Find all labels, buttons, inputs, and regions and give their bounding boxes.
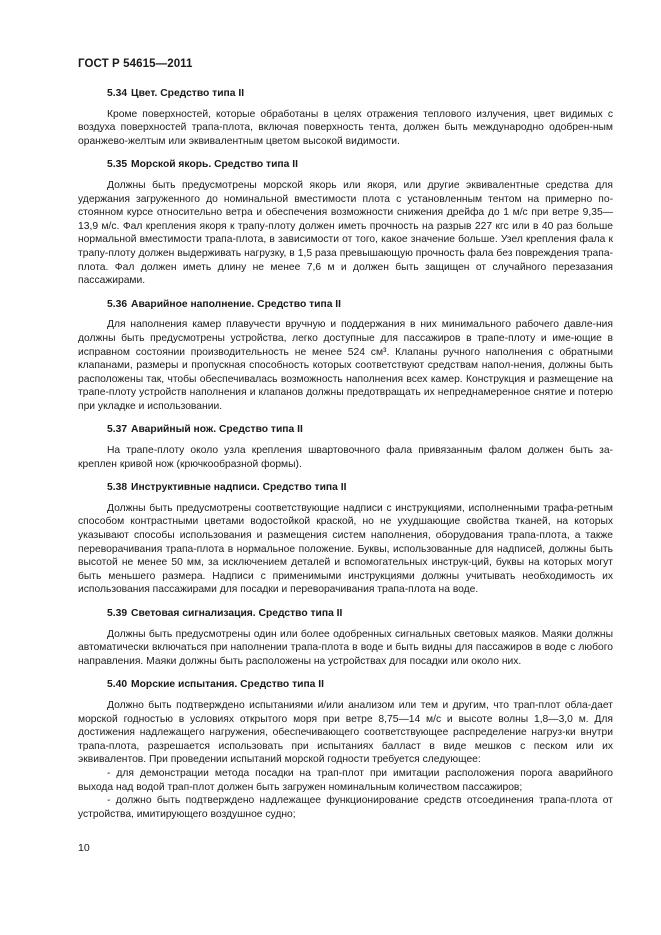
section-title (78, 607, 613, 621)
document-body (78, 87, 613, 831)
section-title-text: Морские испытания. Средство типа II (131, 679, 324, 691)
section-paragraph: - должно быть подтверждено надлежащее функционирование средств отсоединения трапа-плота от устройства, имитирующего воздушное судно; (78, 795, 613, 820)
section-paragraph: - для демонстрации метода посадки на трап-плот при имитации расположения порога аварийного выхода над водой трап-плот должен быть загружен номинальным количеством пассажиров; (78, 767, 613, 793)
section-paragraph: Должны быть предусмотрены морской якорь или якоря, или другие эквивалентные средства для удержания загруженного до номинальной вместимости плота с установленным тентом на примерно по-стоянном курсе относительно ветра и обеспечения возможности снижения дрейфа до 1 м/с при ветре 9,35—13,9 м/с. Фал крепления якоря к трапу-плоту должен иметь прочность на разрыв 227 кгс или в 40 раз больше нормальной вместимости трапа-плота, в зависимости от того, какое значение больше. Узел крепления фала к трапу-плоту должен выдерживать нагрузку, в 1,5 раза превышающую прочность фала без повреждения трапа-плота. Фал должен иметь длину не менее 7,6 м и должен быть защищен от случайного перезазания пассажирами. (78, 179, 613, 287)
section-title (78, 423, 613, 437)
section-number: 5.38 (107, 482, 128, 494)
section-number: 5.37 (107, 424, 128, 436)
section-number: 5.34 (107, 88, 128, 99)
section-title (78, 481, 613, 495)
section-number: 5.36 (107, 298, 128, 310)
section-number: 5.40 (107, 679, 128, 691)
document-header: ГОСТ Р 54615—2011 (78, 58, 193, 70)
section-paragraph: Должны быть предусмотрены один или более одобренных сигнальных световых маяков. Маяки должны автоматически включаться при наполнении трапа-плота в воде и быть видны для пассажиров в воде с любого направления. Маяки должны быть расположены на устройствах для посадки или около них. (78, 628, 613, 667)
section-paragraph: Для наполнения камер плавучести вручную и поддержания в них минимального рабочего давле-ния должны быть предусмотрены устройства, легко доступные для пассажиров в трапе-плоту и име-ющие в исправном состоянии производительность не менее 524 см³. Клапаны ручного наполнения с обратными клапанами, размеры и пропускная способность которых соответствуют средствам напол-нения, должны быть расположены так, чтобы обеспечивалась возможность наполнения всех камер. Конструкция и размещение на трапе-плоту устройств наполнения и клапанов должны предотвращать их непреднамеренное снятие и потерю при укладке и использовании. (78, 319, 613, 412)
section-title (78, 87, 613, 101)
section-title (78, 298, 613, 312)
section-paragraph: На трапе-плоту около узла крепления швартовочного фала привязанным фалом должен быть за-креплен кривой нож (крючкообразной формы). (78, 445, 613, 470)
section-title-text: Световая сигнализация. Средство типа II (131, 608, 343, 619)
section-paragraph: Должны быть предусмотрены соответствующие надписи с инструкциями, исполненными трафа-ретным способом контрастными цветами водостойкой краской, но не ухудшающие свойства тканей, на которых указывают способы использования и размещения систем наполнения, оборудования трапа-плота, а также переворачивания трапа-плота в нормальное положение. Буквы, использованные для надписей, должны быть высотой не менее 50 мм, за исключением деталей и вспомогательных инструк-ций, буквы на которых могут быть меньшего размера. Надписи с применимыми инструкциями должны учитывать необходимость их использования пассажирами для посадки и переворачивания трапа-плота на воде. (78, 502, 613, 596)
section-paragraph: Кроме поверхностей, которые обработаны в целях отражения теплового излучения, цвет видимых с воздуха поверхностей трапа-плота, включая поверхность тента, должен быть международно одобрен-ным оранжево-желтым или эквивалентным цветом высокой видимости. (78, 108, 613, 147)
section-title-text: Морской якорь. Средство типа II (131, 159, 298, 171)
section-title-text: Цвет. Средство типа II (131, 88, 245, 99)
page-number: 10 (78, 842, 90, 854)
section-number: 5.35 (107, 159, 128, 171)
section-title (78, 158, 613, 172)
section-title-text: Аварийное наполнение. Средство типа II (131, 298, 342, 310)
section-title-text: Инструктивные надписи. Средство типа II (131, 482, 347, 494)
section-number: 5.39 (107, 608, 128, 619)
section-title-text: Аварийный нож. Средство типа II (131, 424, 303, 436)
section-title (78, 678, 613, 692)
section-paragraph: Должно быть подтверждено испытаниями и/или анализом или тем и другим, что трап-плот обла-дает морской годностью в условиях открытого моря при ветре 8,75—14 м/с и высоте волны 1,8—3,0 м. Для достижения надлежащего нагружения, обеспечивающего соответствующее распределение нагруз-ки внутри трапа-плота, разрешается использовать при испытаниях балласт в виде мешков с песком или их эквивалентов. При проведении испытаний морской годности требуется следующее: (78, 699, 613, 766)
